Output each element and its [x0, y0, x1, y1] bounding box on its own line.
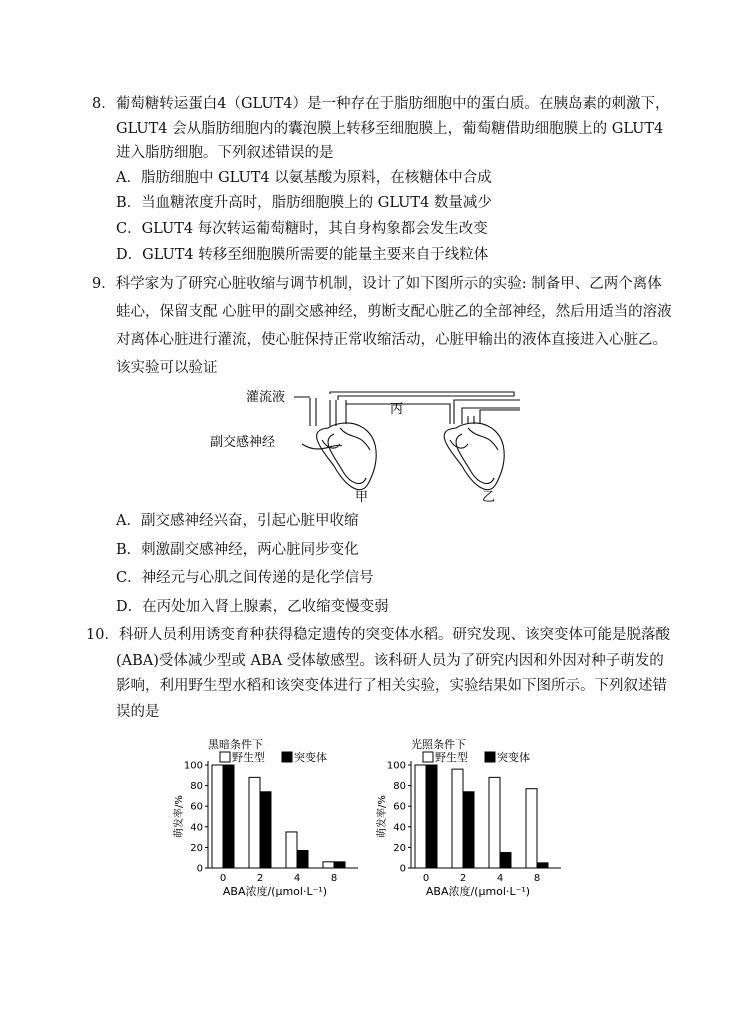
bar-wild-type — [286, 832, 297, 868]
bar-mutant — [537, 863, 548, 868]
legend-label: 突变体 — [497, 751, 530, 764]
label-yi: 乙 — [482, 490, 496, 505]
option-a: A．副交感神经兴奋，引起心脏甲收缩 — [116, 513, 359, 529]
y-tick-label: 40 — [393, 822, 406, 834]
question-9 — [92, 270, 672, 382]
legend-label: 野生型 — [435, 751, 468, 764]
label-parasympathetic-nerve: 副交感神经 — [210, 435, 276, 450]
label-bing: 丙 — [390, 402, 404, 417]
option-d: D．GLUT4 转移至细胞膜所需要的能量主要来自于线粒体 — [116, 246, 489, 263]
bar-wild-type — [415, 765, 426, 868]
bar-wild-type — [249, 777, 260, 868]
question-number: 9． — [92, 276, 116, 292]
option-a: A．脂肪细胞中 GLUT4 以氨基酸为原料，在核糖体中合成 — [116, 169, 492, 186]
bar-mutant — [500, 853, 511, 868]
label-perfusion-fluid: 灌流液 — [246, 390, 286, 405]
y-tick-label: 40 — [190, 822, 203, 834]
y-tick-label: 0 — [399, 863, 406, 875]
y-tick-label: 60 — [393, 801, 406, 813]
y-tick-label: 100 — [183, 760, 203, 772]
option-c: C．GLUT4 每次转运葡萄糖时，其自身构象都会发生改变 — [116, 220, 488, 237]
legend-swatch — [485, 752, 495, 762]
bar-mutant — [426, 765, 437, 868]
legend-label: 野生型 — [232, 751, 265, 764]
y-tick-label: 80 — [393, 781, 406, 793]
y-tick-label: 20 — [190, 842, 203, 854]
chart-title: 光照条件下 — [411, 738, 466, 751]
x-tick-label: 0 — [422, 873, 430, 884]
question-8-stem — [92, 92, 672, 166]
x-tick-label: 8 — [533, 873, 541, 884]
option-b: B．当血糖浓度升高时，脂肪细胞膜上的 GLUT4 数量减少 — [116, 195, 492, 212]
chart-dark-germination — [172, 735, 372, 905]
legend-swatch — [423, 752, 433, 762]
bar-mutant — [260, 792, 271, 868]
label-jia: 甲 — [355, 490, 369, 505]
y-axis-label: 萌发率/% — [174, 795, 185, 838]
question-number: 10． — [86, 627, 119, 643]
x-tick-label: 2 — [459, 873, 467, 884]
chart-light-germination — [375, 735, 575, 905]
legend-label: 突变体 — [294, 751, 327, 764]
bar-mutant — [334, 862, 345, 868]
bar-mutant — [463, 792, 474, 868]
x-tick-label: 2 — [256, 873, 264, 884]
question-10-stem — [86, 623, 672, 725]
legend-swatch — [282, 752, 292, 762]
bar-wild-type — [489, 777, 500, 868]
question-9-stem — [92, 270, 672, 382]
x-tick-label: 0 — [219, 873, 227, 884]
x-axis-label: ABA浓度/(μmol·L⁻¹) — [222, 885, 328, 898]
option-b: B．刺激副交感神经，两心脏同步变化 — [116, 541, 359, 558]
x-tick-label: 4 — [496, 873, 504, 884]
question-text: 科研人员利用诱变育种获得稳定遗传的突变体水稻。研究发现、该突变体可能是脱落酸(ABA)受体减少型或 ABA 受体敏感型。该科研人员为了研究内因和外因对种子萌发的影响，利用野生型水稻和该突变体进行了相关实验，实验结果如下图所示。下列叙述错误的是 — [116, 627, 670, 720]
y-tick-label: 60 — [190, 801, 203, 813]
bar-wild-type — [526, 789, 537, 868]
option-c: C．神经元与心肌之间传递的是化学信号 — [116, 570, 374, 586]
question-9-options — [92, 507, 672, 621]
bar-mutant — [297, 850, 308, 868]
x-tick-label: 4 — [293, 873, 301, 884]
question-text: 葡萄糖转运蛋白4（GLUT4）是一种存在于脂肪细胞中的蛋白质。在胰岛素的刺激下，GLUT4 会从脂肪细胞内的囊泡膜上转移至细胞膜上，葡萄糖借助细胞膜上的 GLUT4 进入脂肪细胞。下列叙述错误的是 — [115, 96, 670, 162]
bar-wild-type — [212, 765, 223, 868]
y-tick-label: 0 — [196, 863, 203, 875]
bar-wild-type — [452, 769, 463, 868]
x-axis-label: ABA浓度/(μmol·L⁻¹) — [425, 885, 531, 898]
question-text: 科学家为了研究心脏收缩与调节机制，设计了如下图所示的实验: 制备甲、乙两个离体蛙心，保留支配 心脏甲的副交感神经，剪断支配心脏乙的全部神经，然后用适当的溶液对离体心脏进行灌流，使心脏保持正常收缩活动，心脏甲输出的液体直接进入心脏乙。该实验可以验证 — [115, 276, 672, 376]
heart-perfusion-figure — [210, 380, 540, 505]
question-10 — [86, 623, 672, 725]
y-tick-label: 100 — [386, 760, 406, 772]
question-8 — [92, 92, 672, 268]
bar-mutant — [223, 765, 234, 868]
y-tick-label: 80 — [190, 781, 203, 793]
option-d: D．在丙处加入肾上腺素，乙收缩变慢变弱 — [116, 598, 389, 615]
chart-title: 黑暗条件下 — [208, 738, 263, 751]
x-tick-label: 8 — [330, 873, 338, 884]
y-tick-label: 20 — [393, 842, 406, 854]
bar-wild-type — [323, 862, 334, 868]
question-number: 8． — [92, 96, 116, 112]
legend-swatch — [220, 752, 230, 762]
y-axis-label: 萌发率/% — [377, 795, 388, 838]
